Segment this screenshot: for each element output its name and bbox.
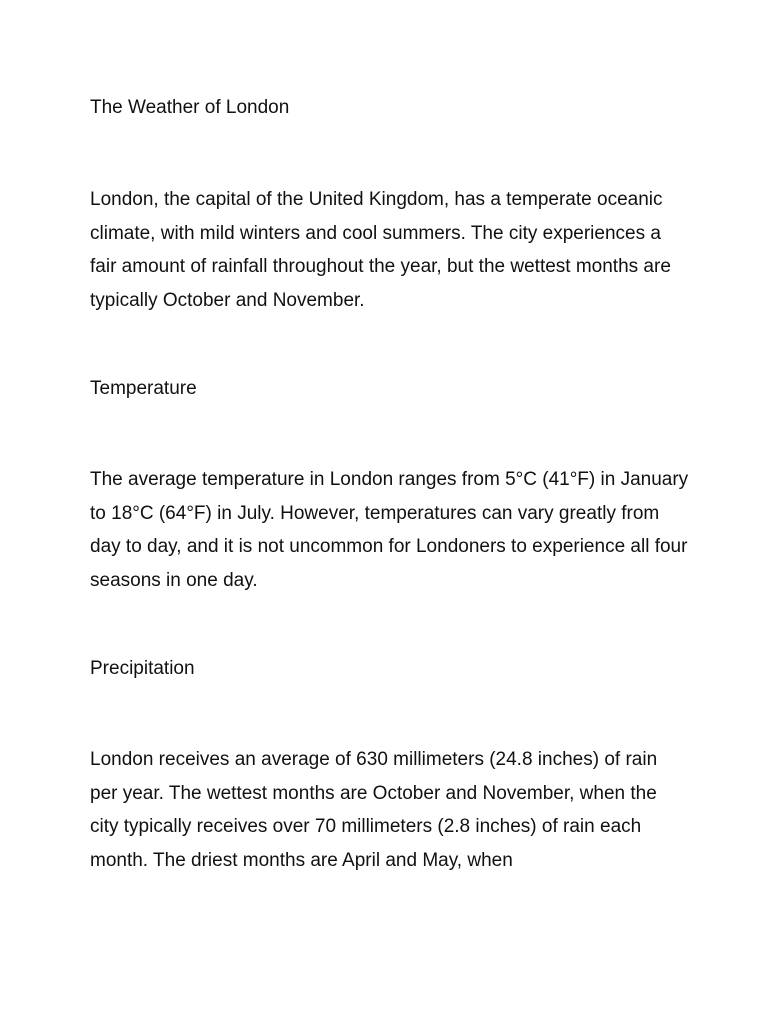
document-title: The Weather of London xyxy=(90,97,290,118)
section-heading-temperature: Temperature xyxy=(90,378,197,399)
intro-paragraph: London, the capital of the United Kingdom, has a temperate oceanic climate, with mild winters and cool summers. The city experiences a fair amount of rainfall throughout the year, but the wettest months are typically October and November. xyxy=(90,189,671,311)
precipitation-paragraph: London receives an average of 630 millimeters (24.8 inches) of rain per year. The wettest months are October and November, when the city typically receives over 70 millimeters (2.8 inches) of rain each month. The driest months are April and May, when xyxy=(90,749,658,871)
temperature-paragraph: The average temperature in London ranges from 5°C (41°F) in January to 18°C (64°F) in July. However, temperatures can vary greatly from day to day, and it is not uncommon for Londoners to experience all four seasons in one day. xyxy=(90,469,689,591)
section-heading-precipitation: Precipitation xyxy=(90,658,195,679)
